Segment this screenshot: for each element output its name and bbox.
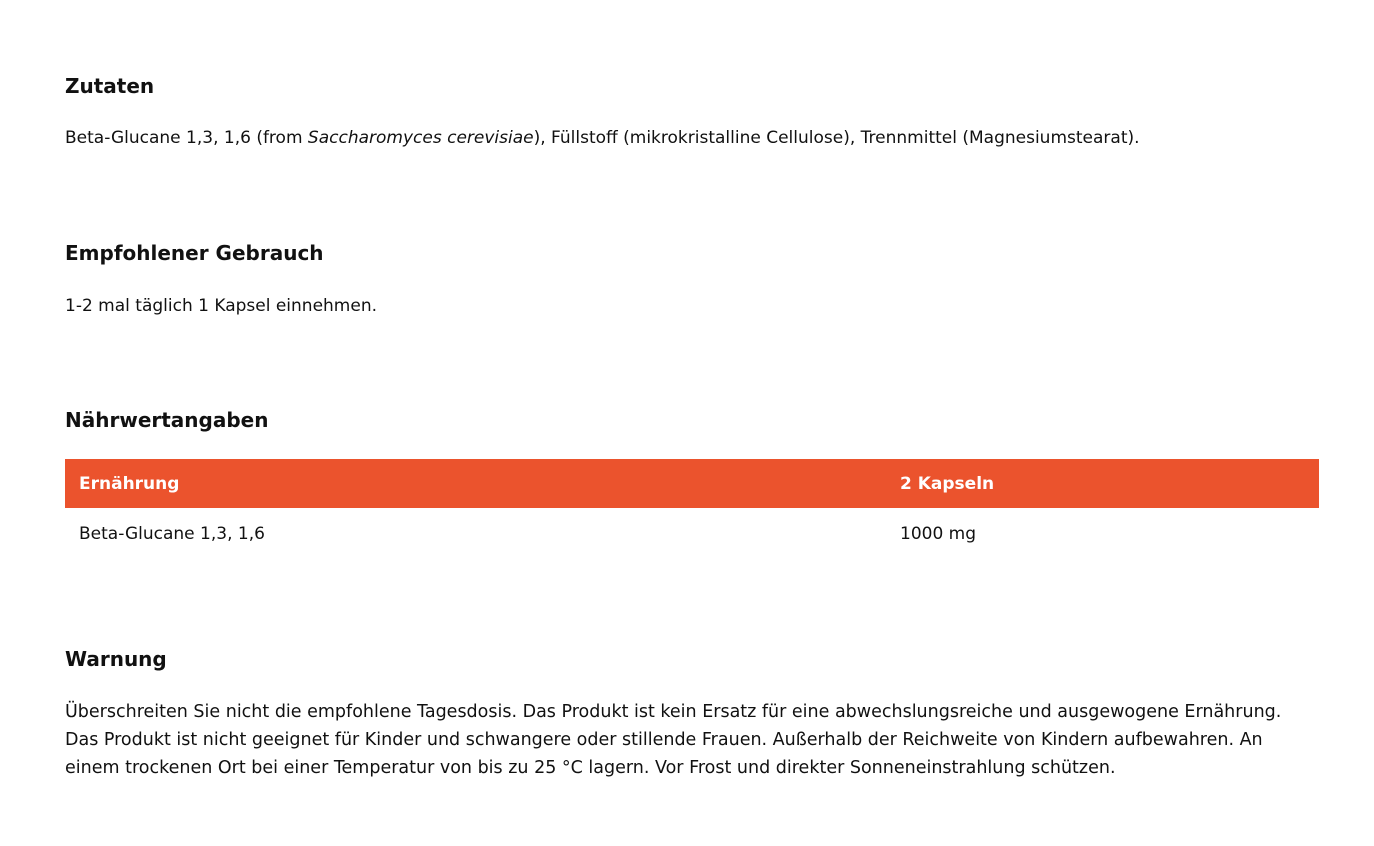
nutrition-header-amount: 2 Kapseln bbox=[886, 459, 1319, 508]
ingredients-text-italic: Saccharomyces cerevisiae bbox=[307, 128, 534, 148]
warning-heading: Warnung bbox=[65, 647, 167, 671]
nutrition-cell-amount: 1000 mg bbox=[900, 523, 977, 544]
nutrition-heading: Nährwertangaben bbox=[65, 408, 269, 432]
ingredients-heading: Zutaten bbox=[65, 74, 155, 98]
usage-text: 1-2 mal täglich 1 Kapsel einnehmen. bbox=[65, 296, 378, 316]
nutrition-header-nutrient: Ernährung bbox=[65, 459, 886, 508]
nutrition-table bbox=[65, 459, 1319, 559]
usage-heading: Empfohlener Gebrauch bbox=[65, 241, 324, 265]
table-row bbox=[65, 508, 1319, 559]
ingredients-text bbox=[65, 124, 1140, 152]
nutrition-table-header-row bbox=[65, 459, 1319, 508]
ingredients-text-after: ), Füllstoff (mikrokristalline Cellulose), Trennmittel (Magnesiumstearat). bbox=[533, 128, 1140, 148]
nutrition-cell-nutrient: Beta-Glucane 1,3, 1,6 bbox=[79, 523, 265, 544]
ingredients-text-before: Beta-Glucane 1,3, 1,6 (from bbox=[65, 128, 308, 148]
warning-text: Überschreiten Sie nicht die empfohlene Tagesdosis. Das Produkt ist kein Ersatz für eine abwechslungsreiche und ausgewogene Ernährung. Das Produkt ist nicht geeignet für Kinder und schwangere oder stillende Frauen. Außerhalb der Reichweite von Kindern aufbewahren. An einem trockenen Ort bei einer Temperatur von bis zu 25 °C lagern. Vor Frost und direkter Sonneneinstrahlung schützen. bbox=[65, 702, 1282, 778]
